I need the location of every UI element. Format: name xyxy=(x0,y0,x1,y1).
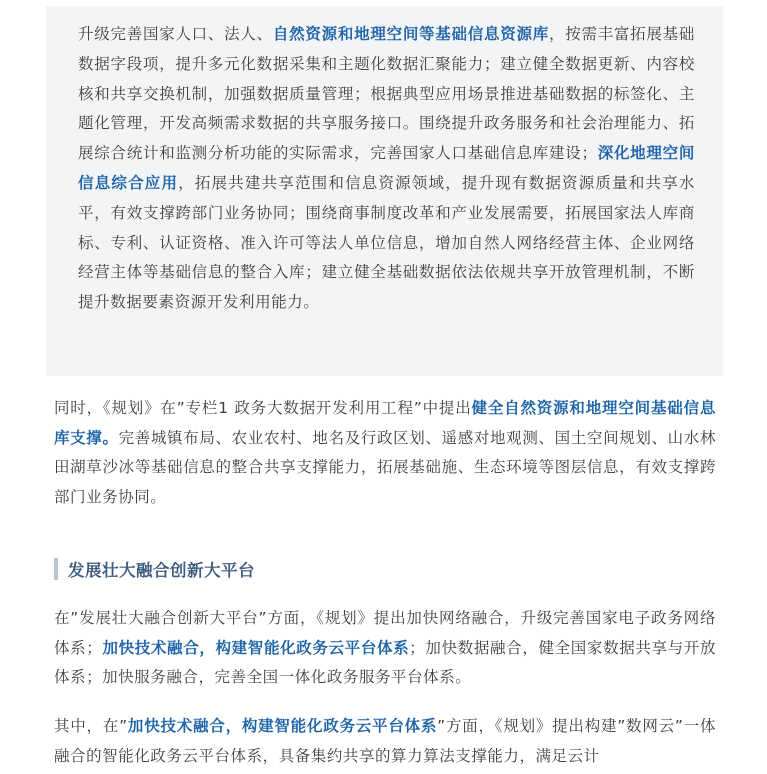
para2-text-1: 在”发展壮大融合创新大平台”方面，《规划》提出加快网络融合，升级完善国家电子政务网络体系； xyxy=(54,609,716,657)
para3-highlight: 加快技术融合，构建智能化政务云平台体系 xyxy=(127,717,438,735)
section-heading xyxy=(54,556,255,582)
quote-paragraph xyxy=(78,20,695,318)
para1-text-1: 同时，《规划》在”专栏1 政务大数据开发利用工程”中提出 xyxy=(54,399,472,417)
para1-text-2: 完善城镇布局、农业农村、地名及行政区划、遥感对地观测、国土空间规划、山水林田湖草沙冰等基础信息的整合共享支撑能力，拓展基础施、生态环境等图层信息，有效支撑跨部门业务协同。 xyxy=(54,428,717,506)
para2-highlight: 加快技术融合，构建智能化政务云平台体系 xyxy=(102,638,410,657)
section-heading-text: 发展壮大融合创新大平台 xyxy=(68,561,255,580)
body-paragraph-platform xyxy=(54,604,716,693)
para3-text-1: 其中，在” xyxy=(54,717,128,735)
body-paragraph-special-column xyxy=(54,394,716,512)
quote-text-3: ，拓展共建共享范围和信息资源领域，提升现有数据资源质量和共享水平，有效支撑跨部门业务协同；围绕商事制度改革和产业发展需要，拓展国家法人库商标、专利、认证资格、准入许可等法人单位信息，增加自然人网络经营主体、企业网络经营主体等基础信息的整合入库；建立健全基础数据依法依规共享开放管理机制，不断提升数据要素资源开发利用能力。 xyxy=(78,173,695,312)
para2-text-2: ；加快数据融合，健全国家数据共享与开放体系；加快服务融合，完善全国一体化政务服务平台体系。 xyxy=(54,638,717,687)
quote-highlight-geospatial-application: 深化地理空间信息综合应用 xyxy=(78,144,696,192)
quote-highlight-resource-library: 自然资源和地理空间等基础信息资源库 xyxy=(272,25,549,43)
quote-box xyxy=(46,6,723,376)
para1-highlight: 健全自然资源和地理空间基础信息库支撑。 xyxy=(54,399,716,447)
body-paragraph-tech-fusion xyxy=(54,712,716,771)
quote-text-1: 升级完善国家人口、法人、 xyxy=(78,25,273,43)
para3-text-2: ”方面，《规划》提出构建”数网云”一体融合的智能化政务云平台体系，具备集约共享的算力算法支撑能力，满足云计 xyxy=(54,717,717,765)
heading-accent-bar xyxy=(54,558,58,580)
quote-text-2: ，按需丰富拓展基础数据字段项，提升多元化数据采集和主题化数据汇聚能力；建立健全数据更新、内容校核和共享交换机制，加强数据质量管理；根据典型应用场景推进基础数据的标签化、主题化管理，开发高频需求数据的共享服务接口。围绕提升政务服务和社会治理能力、拓展综合统计和监测分析功能的实际需求，完善国家人口基础信息库建设； xyxy=(78,25,696,163)
